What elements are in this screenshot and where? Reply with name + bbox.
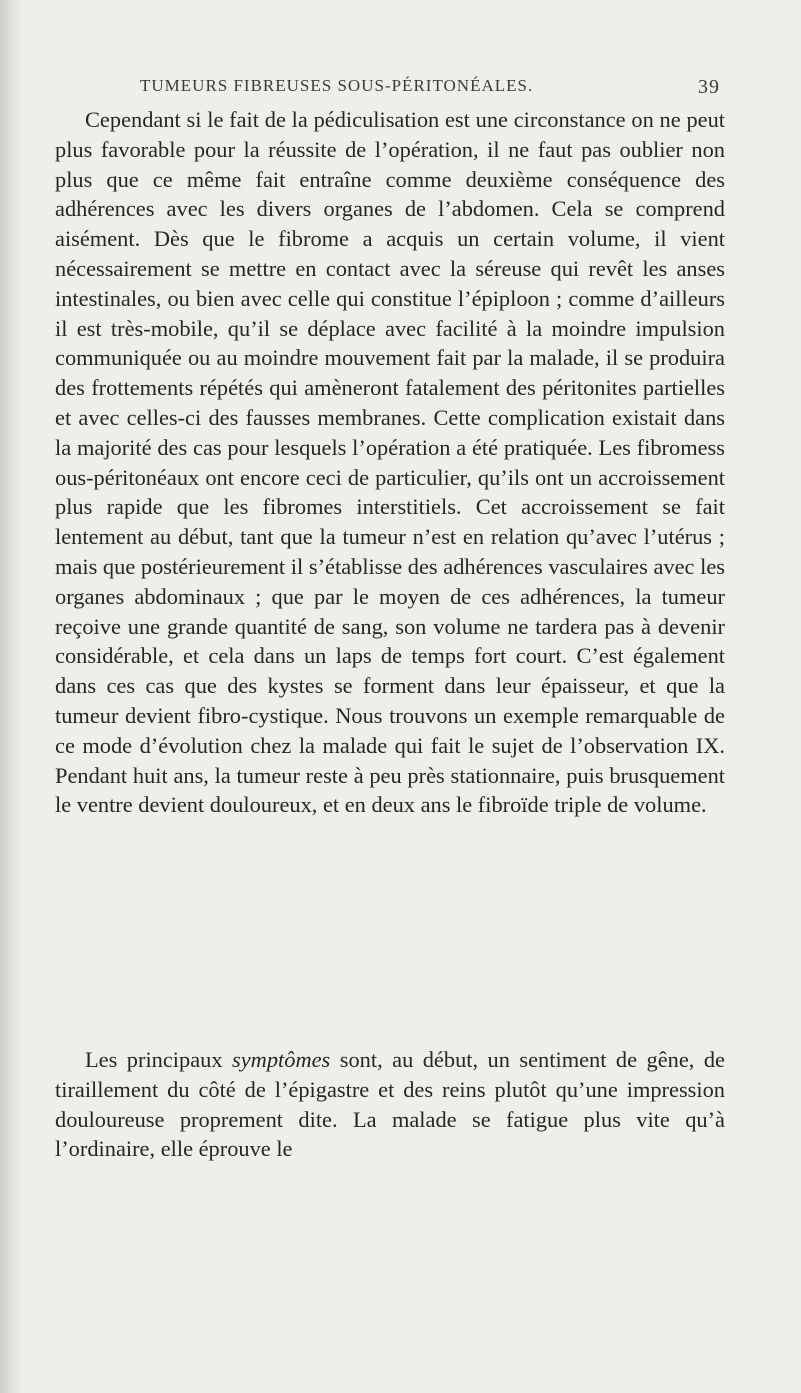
page-number: 39 bbox=[698, 76, 720, 98]
italic-term: symptômes bbox=[232, 1047, 331, 1072]
paragraph-text bbox=[55, 1045, 725, 1164]
paragraph-text: Cependant si le fait de la pédiculisation est une circonstance on ne peut plus favorable pour la réussite de l’opération, il ne faut pas oublier non plus que ce même fait entraîne comme deuxième conséquence des adhérences avec les divers organes de l’abdomen. Cela se comprend aisément. Dès que le fibrome a acquis un certain volume, il vient nécessairement se mettre en contact avec la séreuse qui revêt les anses intestinales, ou bien avec celle qui constitue l’épiploon ; comme d’ailleurs il est très-mobile, qu’il se déplace avec facilité à la moindre impulsion communiquée ou au moindre mouvement fait par la malade, il se produira des frottements répétés qui amèneront fatalement des péritonites partielles et avec celles-ci des fausses membranes. Cette complication existait dans la majorité des cas pour lesquels l’opération a été pratiquée. Les fibromess ous-péritonéaux ont encore ceci de particulier, qu’ils ont un accroissement plus rapide que les fibromes interstitiels. Cet accroissement se fait lentement au début, tant que la tumeur n’est en relation qu’avec l’utérus ; mais que postérieurement il s’établisse des adhérences vasculaires avec les organes abdominaux ; que par le moyen de ces adhérences, la tumeur reçoive une grande quantité de sang, son volume ne tardera pas à devenir considérable, et cela dans un laps de temps fort court. C’est également dans ces cas que des kystes se forment dans leur épaisseur, et que la tumeur devient fibro-cystique. Nous trouvons un exemple remarquable de ce mode d’évolution chez la malade qui fait le sujet de l’observation IX. Pendant huit ans, la tumeur reste à peu près stationnaire, puis brusquement le ventre devient douloureux, et en deux ans le fibroïde triple de volume. bbox=[55, 107, 725, 818]
page-gutter-shadow bbox=[0, 0, 22, 1393]
body-paragraph-1 bbox=[55, 105, 725, 820]
paragraph-start: Les principaux bbox=[85, 1047, 233, 1072]
paragraph-rest: sont, au début, un sentiment de gêne, de tiraillement du côté de l’épigastre et des reins plutôt qu’une impression douloureuse proprement dite. La malade se fatigue plus vite qu’à l’ordinaire, elle éprouve le bbox=[55, 1047, 725, 1162]
body-paragraph-2 bbox=[55, 1045, 725, 1164]
running-title: TUMEURS FIBREUSES SOUS-PÉRITONÉALES. bbox=[140, 76, 534, 95]
running-header bbox=[140, 76, 720, 100]
